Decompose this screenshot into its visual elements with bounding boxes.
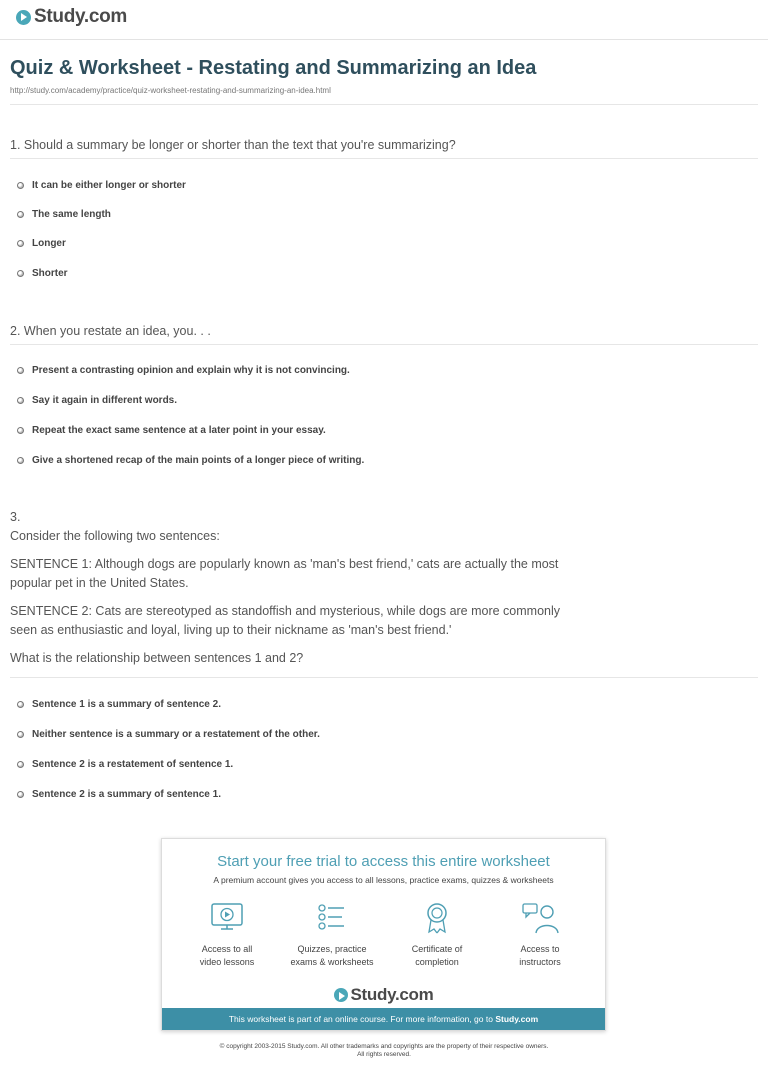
logo-text: Study.com — [34, 6, 128, 27]
feature-instructors[interactable]: Access to instructors — [495, 901, 585, 969]
question-3-prompt: What is the relationship between sentences 1 and 2? — [10, 651, 304, 665]
certificate-icon — [417, 901, 457, 935]
radio-icon[interactable] — [17, 761, 24, 768]
video-lesson-icon — [207, 901, 247, 935]
divider — [10, 158, 758, 159]
q2-option-4[interactable]: Give a shortened recap of the main points of a longer piece of writing. — [17, 455, 364, 466]
question-3-sentence-1a: SENTENCE 1: Although dogs are popularly known as 'man's best friend,' cats are actually the most — [10, 557, 559, 571]
free-trial-promo[interactable] — [161, 838, 606, 1031]
quiz-list-icon — [312, 901, 352, 935]
promo-headline[interactable]: Start your free trial to access this entire worksheet — [217, 853, 550, 870]
q2-option-1[interactable]: Present a contrasting opinion and explain why it is not convincing. — [17, 365, 350, 376]
study-link[interactable]: Study.com — [495, 1014, 539, 1024]
radio-icon[interactable] — [17, 182, 24, 189]
radio-icon[interactable] — [17, 397, 24, 404]
q2-option-3[interactable]: Repeat the exact same sentence at a later point in your essay. — [17, 425, 326, 436]
question-3-intro: Consider the following two sentences: — [10, 529, 220, 543]
divider — [10, 677, 758, 678]
question-3-number: 3. — [10, 510, 21, 524]
promo-subline: A premium account gives you access to all lessons, practice exams, quizzes & worksheets — [213, 875, 554, 885]
question-1-text: 1. Should a summary be longer or shorter than the text that you're summarizing? — [10, 138, 456, 152]
promo-study-logo[interactable]: Study.com — [162, 985, 605, 1005]
feature-quizzes[interactable]: Quizzes, practice exams & worksheets — [287, 901, 377, 969]
q3-option-2[interactable]: Neither sentence is a summary or a restatement of the other. — [17, 729, 320, 740]
q1-option-2[interactable]: The same length — [17, 209, 111, 220]
radio-icon[interactable] — [17, 367, 24, 374]
q3-option-1[interactable]: Sentence 1 is a summary of sentence 2. — [17, 699, 221, 710]
play-logo-icon — [334, 988, 348, 1002]
radio-icon[interactable] — [17, 731, 24, 738]
question-3-sentence-1b: popular pet in the United States. — [10, 576, 189, 590]
radio-icon[interactable] — [17, 791, 24, 798]
divider — [10, 344, 758, 345]
radio-icon[interactable] — [17, 240, 24, 247]
q1-option-3[interactable]: Longer — [17, 238, 66, 249]
radio-icon[interactable] — [17, 211, 24, 218]
top-bar — [0, 0, 768, 40]
q3-option-4[interactable]: Sentence 2 is a summary of sentence 1. — [17, 789, 221, 800]
page-url: http://study.com/academy/practice/quiz-worksheet-restating-and-summarizing-an-idea.html — [10, 86, 331, 95]
radio-icon[interactable] — [17, 457, 24, 464]
divider — [10, 104, 758, 105]
radio-icon[interactable] — [17, 427, 24, 434]
radio-icon[interactable] — [17, 270, 24, 277]
study-logo[interactable] — [16, 6, 127, 28]
feature-video-lessons[interactable]: Access to all video lessons — [182, 901, 272, 969]
question-2-text: 2. When you restate an idea, you. . . — [10, 324, 211, 338]
question-3-sentence-2a: SENTENCE 2: Cats are stereotyped as standoffish and mysterious, while dogs are more commonly — [10, 604, 561, 618]
copyright: © copyright 2003-2015 Study.com. All other trademarks and copyrights are the property of their respective owners. All rights reserved. — [219, 1043, 549, 1058]
promo-info-bar: This worksheet is part of an online course. For more information, go to Study.com — [162, 1008, 605, 1030]
question-3-sentence-2b: seen as enthusiastic and loyal, living up to their nickname as 'man's best friend.' — [10, 623, 452, 637]
q3-option-3[interactable]: Sentence 2 is a restatement of sentence 1. — [17, 759, 233, 770]
radio-icon[interactable] — [17, 701, 24, 708]
instructors-icon — [520, 901, 560, 935]
page-title: Quiz & Worksheet - Restating and Summarizing an Idea — [10, 57, 537, 79]
q1-option-1[interactable]: It can be either longer or shorter — [17, 180, 186, 191]
feature-certificate[interactable]: Certificate of completion — [392, 901, 482, 969]
q1-option-4[interactable]: Shorter — [17, 268, 68, 279]
play-logo-icon — [16, 10, 31, 25]
q2-option-2[interactable]: Say it again in different words. — [17, 395, 177, 406]
